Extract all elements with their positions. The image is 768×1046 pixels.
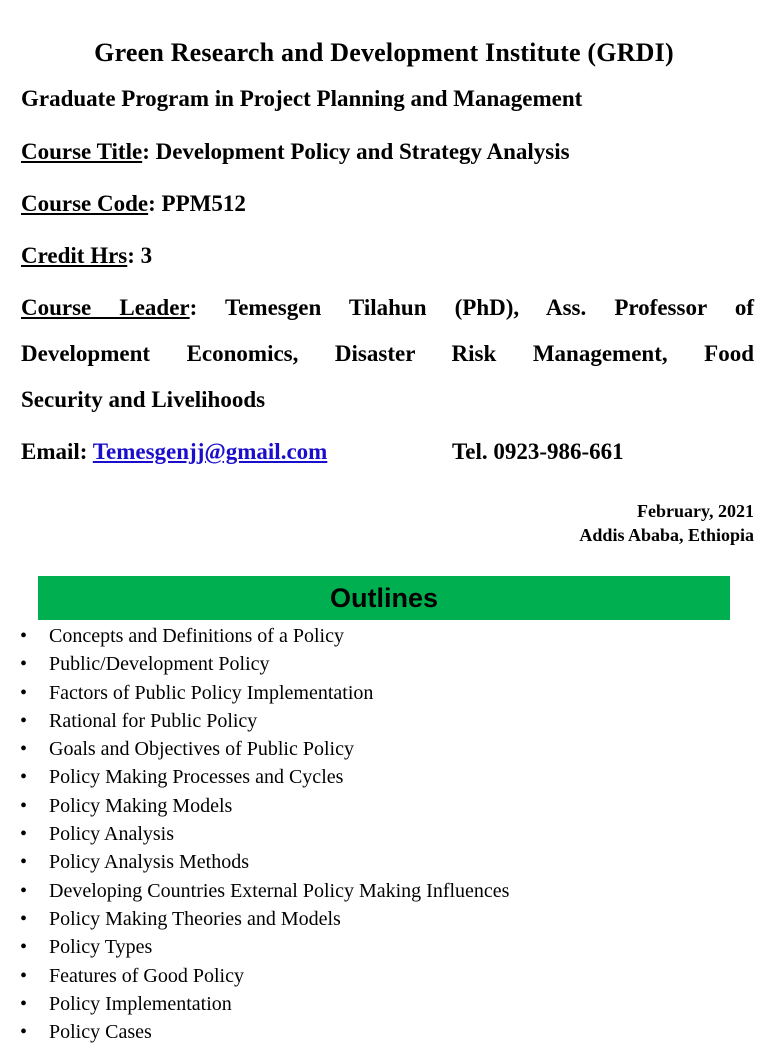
course-leader-name: : Temesgen Tilahun (PhD), Ass. Professor of xyxy=(189,295,754,320)
program-name: Graduate Program in Project Planning and Management xyxy=(21,86,583,111)
outline-item-text: Policy Analysis Methods xyxy=(49,851,250,874)
outline-item-text: Goals and Objectives of Public Policy xyxy=(49,738,354,761)
outline-item xyxy=(20,792,509,820)
course-title-label: Course Title xyxy=(21,139,143,164)
outline-item-text: Policy Cases xyxy=(49,1021,152,1044)
bullet-icon: • xyxy=(20,794,28,817)
outline-item xyxy=(20,650,509,678)
outline-item xyxy=(20,990,509,1018)
bullet-icon: • xyxy=(20,625,28,647)
credit-hours-line xyxy=(21,243,152,269)
outline-item xyxy=(20,820,509,848)
bullet-icon: • xyxy=(20,851,28,874)
outline-item-text: Developing Countries External Policy Making Influences xyxy=(49,879,510,902)
outline-item-text: Policy Making Theories and Models xyxy=(49,907,341,930)
outline-item-text: Public/Development Policy xyxy=(49,653,270,676)
course-code-label: Course Code xyxy=(21,191,149,216)
outline-item xyxy=(20,763,509,791)
outlines-heading: Outlines xyxy=(329,582,438,613)
credit-hours-label: Credit Hrs xyxy=(21,243,128,268)
bullet-icon: • xyxy=(20,964,28,987)
email-label: Email: xyxy=(21,439,93,464)
email-link[interactable]: Temesgenjj@gmail.com xyxy=(92,439,328,464)
bullet-icon: • xyxy=(20,936,28,959)
outline-item-text: Concepts and Definitions of a Policy xyxy=(49,625,344,647)
bullet-icon: • xyxy=(20,653,28,676)
outline-item-text: Policy Implementation xyxy=(49,992,232,1015)
course-leader-line-2: Development Economics, Disaster Risk Management, Food xyxy=(21,341,754,366)
bullet-icon: • xyxy=(20,879,28,902)
outline-item xyxy=(20,933,509,961)
date-place-block xyxy=(579,499,754,547)
course-leader-line-1 xyxy=(21,295,754,321)
institute-title: Green Research and Development Institute (GRDI) xyxy=(94,38,674,67)
outline-item xyxy=(20,622,509,650)
outline-item-text: Policy Analysis xyxy=(49,823,175,846)
bullet-icon: • xyxy=(20,738,28,761)
outline-item xyxy=(20,1018,509,1046)
bullet-icon: • xyxy=(20,992,28,1015)
bullet-icon: • xyxy=(20,1021,28,1044)
outline-item xyxy=(20,877,509,905)
outline-item-text: Policy Making Processes and Cycles xyxy=(49,766,344,789)
outlines-heading-bar xyxy=(38,576,730,620)
date-text: February, 2021 xyxy=(637,501,754,521)
course-leader-label: Course Leader xyxy=(21,295,190,320)
outline-item xyxy=(20,848,509,876)
course-leader-line-3: Security and Livelihoods xyxy=(21,387,266,412)
outline-item-text: Features of Good Policy xyxy=(49,964,244,987)
course-title-line xyxy=(21,139,570,165)
bullet-icon: • xyxy=(20,907,28,930)
place-text: Addis Ababa, Ethiopia xyxy=(579,525,754,545)
outline-item-text: Policy Types xyxy=(49,936,153,959)
outline-item xyxy=(20,707,509,735)
outline-item xyxy=(20,679,509,707)
outline-item xyxy=(20,962,509,990)
outline-item xyxy=(20,735,509,763)
course-code-value: : PPM512 xyxy=(148,191,246,216)
bullet-icon: • xyxy=(20,709,28,732)
course-title-value: : Development Policy and Strategy Analysis xyxy=(142,139,570,164)
outline-item-text: Rational for Public Policy xyxy=(49,709,258,732)
course-code-line xyxy=(21,191,246,217)
outline-item-text: Factors of Public Policy Implementation xyxy=(49,681,374,704)
telephone: Tel. 0923-986-661 xyxy=(452,439,624,464)
credit-hours-value: : 3 xyxy=(127,243,153,268)
outline-item xyxy=(20,905,509,933)
outline-item-text: Policy Making Models xyxy=(49,794,233,817)
outline-list xyxy=(20,622,509,1046)
email-line xyxy=(21,439,327,465)
bullet-icon: • xyxy=(20,681,28,704)
bullet-icon: • xyxy=(20,766,28,789)
bullet-icon: • xyxy=(20,823,28,846)
